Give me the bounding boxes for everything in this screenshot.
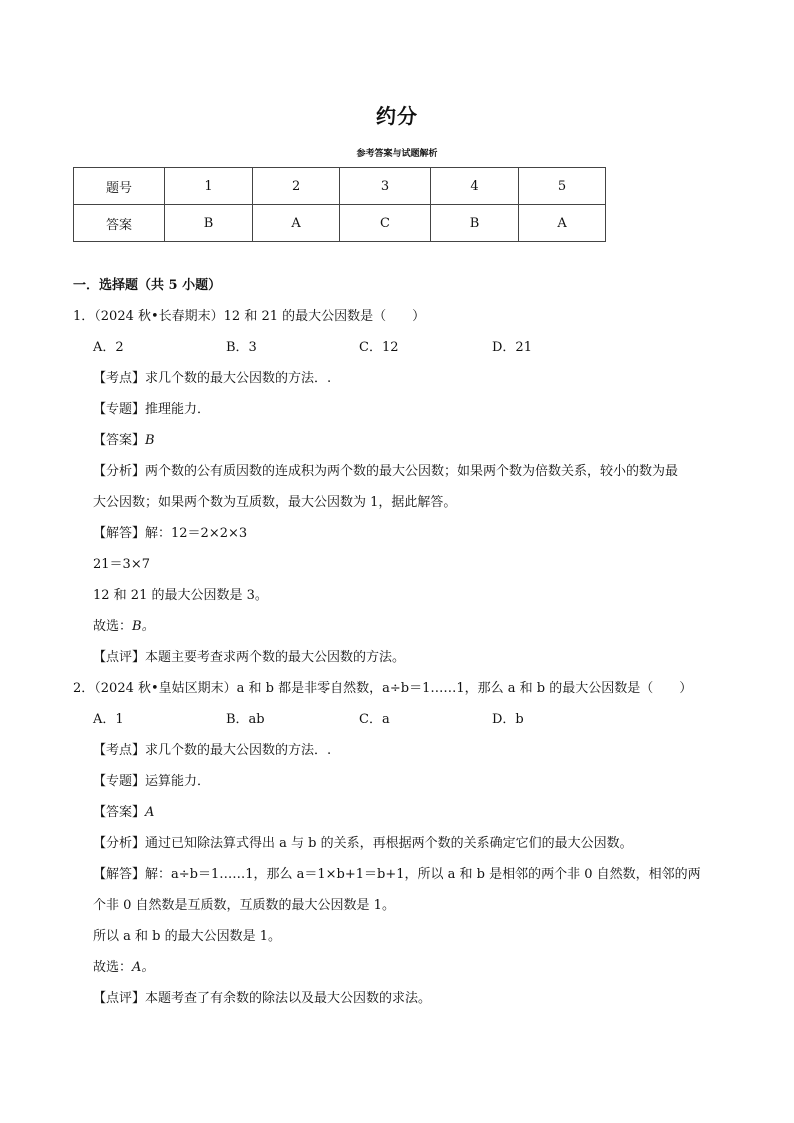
table-cell: A (253, 205, 340, 242)
solution-line: 21＝3×7 (93, 557, 150, 572)
row-label-number: 题号 (74, 168, 165, 205)
table-cell: B (430, 205, 518, 242)
analysis-line: 【分析】通过已知除法算式得出 a 与 b 的关系，再根据两个数的关系确定它们的最大公因数。 (93, 836, 633, 851)
kaodian: 【考点】求几个数的最大公因数的方法．. (93, 743, 332, 758)
answer-line (73, 425, 723, 456)
option-a: A．1 (93, 712, 124, 727)
comment-line: 【点评】本题考查了有余数的除法以及最大公因数的求法。 (93, 991, 432, 1006)
kaodian: 【考点】求几个数的最大公因数的方法．. (93, 371, 332, 386)
option-d: D．b (492, 712, 524, 727)
page-title: 约分 (376, 104, 418, 128)
option-c: C．a (359, 712, 390, 727)
choice-line (73, 611, 723, 642)
choice-value: B。 (132, 619, 155, 634)
table-cell: C (340, 205, 431, 242)
table-row (74, 205, 606, 242)
row-label-answer: 答案 (74, 205, 165, 242)
answer-label: 【答案】 (93, 433, 146, 448)
table-cell: 1 (165, 168, 253, 205)
table-cell: 4 (430, 168, 518, 205)
zhuanti: 【专题】推理能力． (93, 402, 211, 417)
options-row (73, 332, 723, 363)
solution-line: 12 和 21 的最大公因数是 3。 (93, 588, 268, 603)
solution-line: 【解答】解：12＝2×2×3 (93, 526, 248, 541)
answer-table (73, 167, 606, 242)
choice-label: 故选： (93, 960, 133, 975)
comment-line: 【点评】本题主要考查求两个数的最大公因数的方法。 (93, 650, 406, 665)
section-heading: 一．选择题（共 5 小题） (73, 278, 222, 293)
option-b: B．3 (226, 340, 257, 355)
analysis-line: 大公因数；如果两个数为互质数，最大公因数为 1，据此解答。 (93, 495, 457, 510)
table-cell: 2 (253, 168, 340, 205)
solution-line: 所以 a 和 b 的最大公因数是 1。 (93, 929, 282, 944)
options-row (73, 704, 723, 735)
option-a: A．2 (93, 340, 124, 355)
page-subtitle: 参考答案与试题解析 (356, 149, 438, 159)
table-cell: A (519, 205, 606, 242)
table-cell: B (165, 205, 253, 242)
table-row (74, 168, 606, 205)
choice-value: A。 (132, 960, 155, 975)
zhuanti: 【专题】运算能力． (93, 774, 211, 789)
option-b: B．ab (226, 712, 265, 727)
question-stem: 1．（2024 秋•长春期末）12 和 21 的最大公因数是（ ） (73, 309, 426, 324)
answer-value: A (145, 805, 155, 820)
option-c: C．12 (359, 340, 399, 355)
document-body (73, 270, 723, 1014)
table-cell: 5 (519, 168, 606, 205)
analysis-line: 【分析】两个数的公有质因数的连成积为两个数的最大公因数；如果两个数为倍数关系，较小的数为最 (93, 464, 679, 479)
answer-label: 【答案】 (93, 805, 146, 820)
table-cell: 3 (340, 168, 431, 205)
solution-line: 个非 0 自然数是互质数，互质数的最大公因数是 1。 (93, 898, 395, 913)
option-d: D．21 (492, 340, 532, 355)
choice-label: 故选： (93, 619, 133, 634)
choice-line (73, 952, 723, 983)
answer-line (73, 797, 723, 828)
answer-value: B (145, 433, 155, 448)
solution-line: 【解答】解：a÷b＝1……1，那么 a＝1×b+1＝b+1，所以 a 和 b 是相邻的两个非 0 自然数，相邻的两 (93, 867, 701, 882)
question-stem: 2．（2024 秋•皇姑区期末）a 和 b 都是非零自然数，a÷b＝1……1，那么 a 和 b 的最大公因数是（ ） (73, 681, 693, 696)
